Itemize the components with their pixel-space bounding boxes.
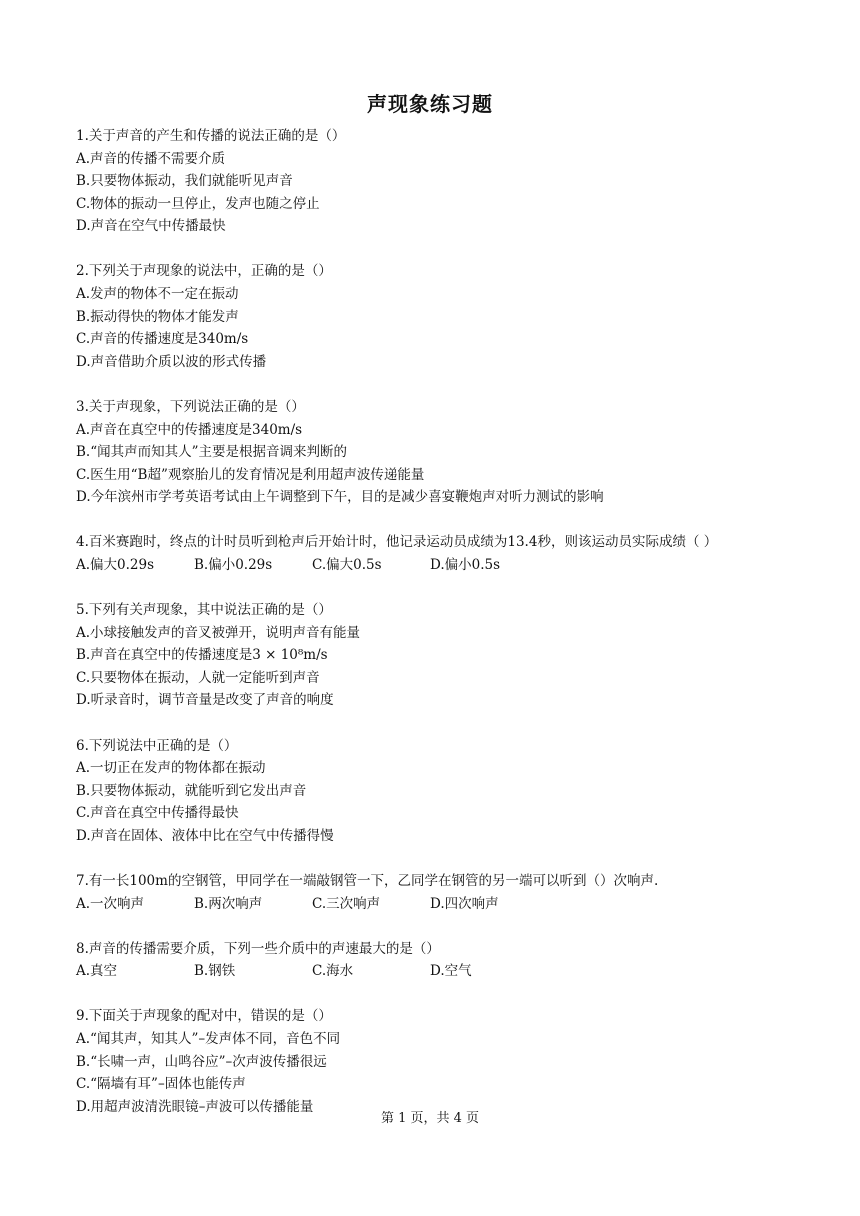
question-stem: 1.关于声音的产生和传播的说法正确的是（） [76, 128, 346, 144]
question-2 [76, 260, 796, 373]
question-stem: 2.下列关于声现象的说法中，正确的是（） [76, 263, 332, 280]
question-list [76, 125, 796, 1141]
option-c: C.三次响声 [312, 895, 381, 912]
question-4 [76, 531, 796, 576]
option-a: A.小球接触发声的音叉被弹开，说明声音有能量 [76, 624, 361, 641]
option-d: D.今年滨州市学考英语考试由上午调整到下午，目的是减少喜宴鞭炮声对听力测试的影响 [76, 489, 604, 506]
option-b: B.“长啸一声，山鸣谷应”–次声波传播很远 [76, 1053, 327, 1070]
question-6 [76, 735, 796, 848]
option-d: D.听录音时，调节音量是改变了声音的响度 [76, 692, 334, 709]
option-a: A.发声的物体不一定在振动 [76, 286, 239, 303]
option-a: A.一次响声 [76, 895, 145, 912]
option-a: A.声音的传播不需要介质 [76, 150, 226, 167]
option-c: C.声音的传播速度是340m/s [76, 331, 249, 348]
option-b: B.声音在真空中的传播速度是3 × 10⁸m/s [76, 647, 328, 664]
option-d: D.声音借助介质以波的形式传播 [76, 353, 267, 370]
option-c: C.只要物体在振动，人就一定能听到声音 [76, 669, 320, 686]
option-a: A.声音在真空中的传播速度是340m/s [76, 421, 303, 438]
option-d: D.声音在空气中传播最快 [76, 218, 226, 235]
option-d: D.声音在固体、液体中比在空气中传播得慢 [76, 827, 334, 844]
question-3 [76, 396, 796, 509]
question-stem: 4.百米赛跑时，终点的计时员听到枪声后开始计时，他记录运动员成绩为13.4秒，则该运动员实际成绩（ ） [76, 534, 718, 551]
option-c: C.医生用“B超”观察胎儿的发育情况是利用超声波传递能量 [76, 466, 425, 483]
option-b: B.只要物体振动，就能听到它发出声音 [76, 782, 307, 799]
option-c: C.物体的振动一旦停止，发声也随之停止 [76, 195, 320, 212]
question-9 [76, 1005, 796, 1118]
page-number-footer: 第 1 页，共 4 页 [380, 1111, 480, 1126]
option-d: D.用超声波清洗眼镜–声波可以传播能量 [76, 1098, 314, 1115]
option-b: B.振动得快的物体才能发声 [76, 308, 239, 325]
question-1 [76, 125, 796, 238]
option-d: D.空气 [430, 963, 472, 980]
question-7 [76, 870, 796, 915]
option-a: A.真空 [76, 963, 118, 980]
option-b: B.“闻其声而知其人”主要是根据音调来判断的 [76, 444, 348, 461]
options-row [76, 554, 796, 577]
options-row [76, 960, 796, 983]
page-title: 声现象练习题 [367, 92, 493, 116]
option-c: C.海水 [312, 963, 354, 980]
option-b: B.钢铁 [194, 963, 236, 980]
question-stem: 6.下列说法中正确的是（） [76, 737, 238, 754]
option-b: B.偏小0.29s [194, 557, 273, 573]
question-stem: 9.下面关于声现象的配对中，错误的是（） [76, 1008, 332, 1025]
question-5 [76, 599, 796, 712]
option-c: C.声音在真空中传播得最快 [76, 805, 239, 822]
option-d: D.偏小0.5s [430, 557, 501, 573]
question-stem: 5.下列有关声现象，其中说法正确的是（） [76, 602, 332, 619]
question-stem: 8.声音的传播需要介质，下列一些介质中的声速最大的是（） [76, 940, 440, 957]
option-c: C.偏大0.5s [312, 557, 382, 573]
question-stem: 3.关于声现象，下列说法正确的是（） [76, 398, 305, 415]
options-row [76, 893, 796, 916]
option-b: B.两次响声 [194, 895, 263, 912]
option-c: C.“隔墙有耳”–固体也能传声 [76, 1076, 246, 1093]
option-d: D.四次响声 [430, 895, 499, 912]
option-a: A.一切正在发声的物体都在振动 [76, 760, 266, 777]
question-8 [76, 938, 796, 983]
option-a: A.偏大0.29s [76, 557, 155, 573]
option-a: A.“闻其声，知其人”–发声体不同，音色不同 [76, 1031, 341, 1047]
option-b: B.只要物体振动，我们就能听见声音 [76, 173, 293, 190]
question-stem: 7.有一长100m的空钢管，甲同学在一端敲钢管一下，乙同学在钢管的另一端可以听到（）次响声. [76, 873, 659, 890]
